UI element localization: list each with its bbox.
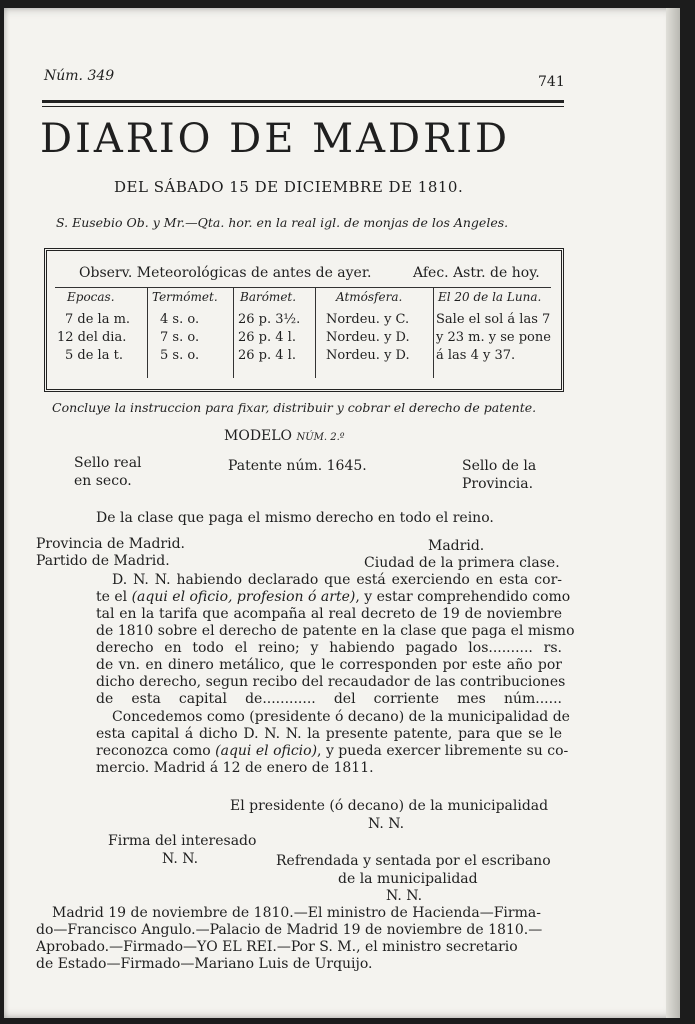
table-cell: 4 s. o. <box>160 312 200 327</box>
sello-provincia-2: Provincia. <box>462 476 534 492</box>
meteorological-table <box>44 248 564 392</box>
text-line: reconozca como (aqui el oficio), y pueda exercer libremente su co- <box>96 743 569 759</box>
final-line: Madrid 19 de noviembre de 1810.—El ministro de Hacienda—Firma- <box>52 905 541 921</box>
text-line: de esta capital de............ del corriente mes núm...... <box>96 691 562 707</box>
table-cell: 26 p. 4 l. <box>238 330 296 345</box>
table-cell: Sale el sol á las 7 <box>436 312 551 327</box>
page-number: 741 <box>538 74 565 90</box>
sello-real-2: en seco. <box>74 473 132 489</box>
table-cell: 7 s. o. <box>160 330 200 345</box>
text-line: de vn. en dinero metálico, que le corresponden por este año por <box>96 657 562 673</box>
madrid-line: Madrid. <box>428 538 485 554</box>
header-rule-thin <box>42 106 564 107</box>
newspaper-page <box>4 8 680 1018</box>
table-cell: y 23 m. y se pone <box>436 330 551 345</box>
refrendada-line: Refrendada y sentada por el escribano <box>276 853 551 869</box>
table-cell: á las 4 y 37. <box>436 348 516 363</box>
col-atmosfera: Atmósfera. Nordeu. y C. Nordeu. y D. Nordeu. y D. <box>315 288 432 378</box>
issue-number: Núm. 349 <box>44 68 115 84</box>
ciudad-line: Ciudad de la primera clase. <box>364 555 560 571</box>
modelo-heading: MODELO NÚM. 2.º <box>224 428 345 444</box>
col-luna: El 20 de la Luna. Sale el sol á las 7 y 23 m. y se pone á las 4 y 37. <box>433 288 552 378</box>
table-cell: 12 del dia. <box>57 330 127 345</box>
final-line: do—Francisco Angulo.—Palacio de Madrid 19 de noviembre de 1810.— <box>36 922 543 938</box>
text-line: mercio. Madrid á 12 de enero de 1811. <box>96 760 374 776</box>
provincia-line: Provincia de Madrid. <box>36 536 185 552</box>
saint-of-day: S. Eusebio Ob. y Mr.—Qta. hor. en la real igl. de monjas de los Angeles. <box>56 215 509 230</box>
table-cell: Nordeu. y D. <box>326 330 410 345</box>
col-termometro: Termómet. 4 s. o. 7 s. o. 5 s. o. <box>147 288 234 378</box>
final-line: Aprobado.—Firmado—YO EL REI.—Por S. M., el ministro secretario <box>36 939 518 955</box>
sello-provincia-1: Sello de la <box>462 458 537 474</box>
col-barometro: Barómet. 26 p. 3½. 26 p. 4 l. 26 p. 4 l. <box>233 288 316 378</box>
signature-nn: N. N. <box>162 851 199 867</box>
table-cell: 5 de la t. <box>65 348 123 363</box>
table-cell: 26 p. 3½. <box>238 312 301 327</box>
municipalidad-line: de la municipalidad <box>338 871 478 887</box>
newspaper-title: DIARIO DE MADRID <box>40 116 511 162</box>
text-line: te el (aqui el oficio, profesion ó arte), y estar comprehendido como <box>96 589 571 605</box>
astro-heading: Afec. Astr. de hoy. <box>413 265 540 281</box>
table-cell: 7 de la m. <box>65 312 131 327</box>
col-epocas: Epocas. 7 de la m. 12 del dia. 5 de la t. <box>57 290 131 363</box>
issue-date: DEL SÁBADO 15 DE DICIEMBRE DE 1810. <box>114 178 464 196</box>
text-line: Concedemos como (presidente ó decano) de la municipalidad de <box>112 709 570 725</box>
presidente-line: El presidente (ó decano) de la municipalidad <box>230 798 549 814</box>
header-rule-top <box>42 100 564 103</box>
table-cell: 5 s. o. <box>160 348 200 363</box>
sello-real-1: Sello real <box>74 455 142 471</box>
partido-line: Partido de Madrid. <box>36 553 170 569</box>
signature-nn: N. N. <box>368 816 405 832</box>
signature-nn: N. N. <box>386 888 423 904</box>
firma-line: Firma del interesado <box>108 833 257 849</box>
final-line: de Estado—Firmado—Mariano Luis de Urquijo. <box>36 956 373 972</box>
patente-number: Patente núm. 1645. <box>228 458 367 474</box>
table-cell: Nordeu. y D. <box>326 348 410 363</box>
text-line: de 1810 sobre el derecho de patente en la clase que paga el mismo <box>96 623 575 639</box>
text-line: esta capital á dicho D. N. N. la presente patente, para que se le <box>96 726 562 742</box>
text-line: tal en la tarifa que acompaña al real decreto de 19 de noviembre <box>96 606 562 622</box>
conclusion-line: Concluye la instruccion para fixar, distribuir y cobrar el derecho de patente. <box>52 400 537 415</box>
table-cell: Nordeu. y C. <box>326 312 410 327</box>
text-line: derecho en todo el reino; y habiendo pagado los.......... rs. <box>96 640 562 656</box>
clase-line: De la clase que paga el mismo derecho en todo el reino. <box>96 510 494 526</box>
meteo-columns <box>55 287 551 378</box>
text-line: dicho derecho, segun recibo del recaudador de las contribuciones <box>96 674 566 690</box>
table-cell: 26 p. 4 l. <box>238 348 296 363</box>
meteo-heading: Observ. Meteorológicas de antes de ayer. <box>79 265 372 281</box>
text-line: D. N. N. habiendo declarado que está exerciendo en esta cor- <box>112 572 562 588</box>
page-spine <box>666 8 680 1018</box>
